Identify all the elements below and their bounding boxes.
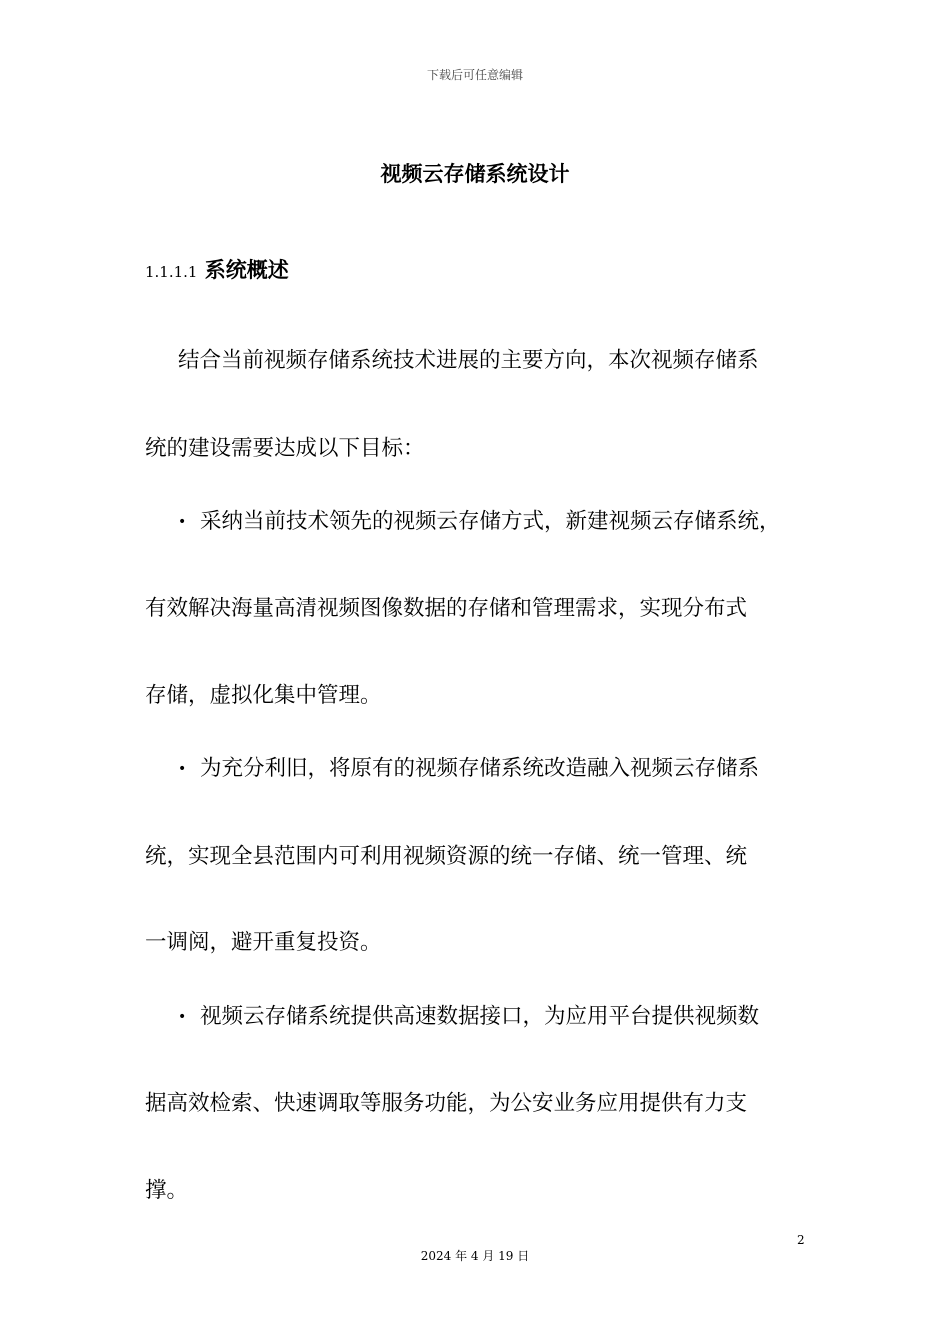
section-heading [145, 254, 289, 284]
bullet-text: 视频云存储系统提供高速数据接口，为应用平台提供视频数 [200, 1004, 760, 1029]
bullet-text: 为充分利旧，将原有的视频存储系统改造融入视频云存储系 [200, 756, 760, 781]
bullet-text-line: 存储，虚拟化集中管理。 [145, 683, 382, 708]
bullet-text-line: 据高效检索、快速调取等服务功能，为公安业务应用提供有力支 [145, 1091, 748, 1116]
bullet-marker: • [178, 1009, 187, 1025]
page-number: 2 [797, 1233, 805, 1247]
bullet-item-first-line [178, 754, 759, 784]
bullet-text: 采纳当前技术领先的视频云存储方式，新建视频云存储系统， [200, 509, 781, 534]
bullet-text-line: 有效解决海量高清视频图像数据的存储和管理需求，实现分布式 [145, 596, 748, 621]
paragraph-line: 统的建设需要达成以下目标： [145, 436, 425, 461]
bullet-marker: • [178, 761, 187, 777]
bullet-marker: • [178, 514, 187, 530]
section-title: 系统概述 [204, 258, 289, 282]
paragraph-line: 结合当前视频存储系统技术进展的主要方向，本次视频存储系 [178, 348, 759, 373]
page-header-note: 下载后可任意编辑 [426, 68, 523, 82]
bullet-text-line: 撑。 [145, 1178, 189, 1203]
bullet-item-first-line [178, 1002, 759, 1032]
bullet-text-line: 统，实现全县范围内可利用视频资源的统一存储、统一管理、统 [145, 844, 748, 869]
document-title: 视频云存储系统设计 [380, 162, 570, 186]
bullet-item-first-line [178, 507, 781, 537]
footer-date: 2024 年 4 月 19 日 [420, 1249, 530, 1263]
section-number: 1.1.1.1 [145, 263, 198, 281]
bullet-text-line: 一调阅，避开重复投资。 [145, 930, 382, 955]
